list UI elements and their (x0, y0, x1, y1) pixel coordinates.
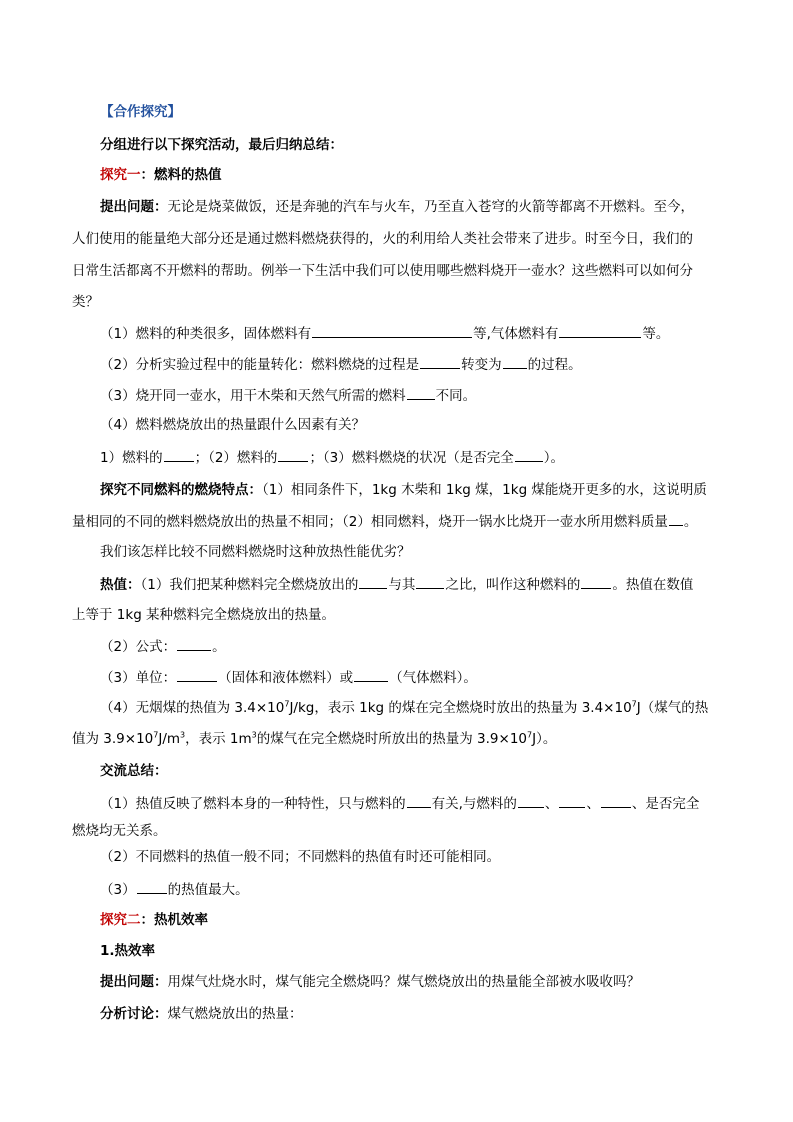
features-line2: 量相同的不同的燃料燃烧放出的热量不相同；（2）相同燃料，烧开一锅水比烧开一壶水所用燃料质量 。 (72, 514, 698, 530)
inquiry1-item3: （3）烧开同一壶水，用干木柴和天然气所需的燃料 不同。 (100, 388, 477, 404)
fill-blank (177, 637, 211, 651)
summary-item2: （2）不同燃料的热值一般不同；不同燃料的热值有时还可能相同。 (100, 849, 501, 865)
inquiry2-heading: 探究二：热机效率 (100, 912, 208, 928)
fill-blank (359, 575, 387, 589)
summary-item3: （3） 的热值最大。 (100, 882, 249, 898)
heat-value-unit: （3）单位： （固体和液体燃料）或 （气体燃料）。 (100, 670, 477, 686)
fill-blank (601, 794, 631, 808)
inquiry1-question-line4: 类？ (72, 294, 99, 310)
inquiry1-question-line2: 人们使用的能量绝大部分还是通过燃料燃烧获得的，火的利用给人类社会带来了进步。时至今日，我们的 (72, 231, 693, 247)
fill-blank (354, 668, 388, 682)
fill-blank (416, 575, 444, 589)
heat-value-line2: 上等于 1kg 某种燃料完全燃烧放出的热量。 (72, 607, 336, 623)
intro-text: 分组进行以下探究活动，最后归纳总结： (100, 137, 343, 153)
inquiry2-question: 提出问题：用煤气灶烧水时，煤气能完全燃烧吗？煤气燃烧放出的热量能全部被水吸收吗？ (100, 974, 640, 990)
inquiry1-heading: 探究一：燃料的热值 (100, 167, 222, 183)
heat-value-line1: 热值：（1）我们把某种燃料完全燃烧放出的 与其 之比，叫作这种燃料的 。热值在数值 (100, 577, 694, 593)
features-line1: 探究不同燃料的燃烧特点：（1）相同条件下，1kg 木柴和 1kg 煤，1kg 煤能烧开更多的水，这说明质 (100, 482, 707, 498)
fill-blank (278, 448, 308, 462)
inquiry1-item1: （1）燃料的种类很多，固体燃料有 等,气体燃料有 等。 (100, 326, 670, 342)
fill-blank (137, 880, 167, 894)
fill-blank (669, 512, 683, 526)
summary-item1: （1）热值反映了燃料本身的一种特性，只与燃料的 有关,与燃料的 、 、 、是否完全 (100, 796, 700, 812)
summary-heading: 交流总结： (100, 763, 168, 779)
fill-blank (407, 794, 431, 808)
fill-blank (407, 386, 435, 400)
summary-item1-line2: 燃烧均无关系。 (72, 823, 167, 839)
inquiry1-item4: （4）燃料燃烧放出的热量跟什么因素有关？ (100, 417, 366, 433)
inquiry1-question-line1: 提出问题：无论是烧菜做饭，还是奔驰的汽车与火车，乃至直入苍穹的火箭等都离不开燃料。至今， (100, 199, 694, 215)
section-title: 【合作探究】 (100, 104, 181, 120)
inquiry2-discussion: 分析讨论：煤气燃烧放出的热量： (100, 1006, 303, 1022)
inquiry1-factors: 1）燃料的 ；（2）燃料的 ；（3）燃料燃烧的状况（是否完全 ）。 (100, 450, 565, 466)
heat-value-formula: （2）公式： 。 (100, 639, 226, 655)
fill-blank (559, 324, 641, 338)
fill-blank (420, 355, 460, 369)
heat-value-coal-line1: （4）无烟煤的热值为 $3.4\times 10^7J/kg$，表示 1kg 的煤在完全燃烧时放出的热量为 $3.4\times 10^7J$（煤气的热 (100, 699, 709, 716)
inquiry1-item2: （2）分析实验过程中的能量转化：燃料燃烧的过程是 转变为 的过程。 (100, 357, 582, 373)
fill-blank (581, 575, 611, 589)
fill-blank (515, 448, 543, 462)
fill-blank (503, 355, 527, 369)
fill-blank (559, 794, 585, 808)
fill-blank (164, 448, 194, 462)
fill-blank (518, 794, 544, 808)
inquiry2-sub1: 1.热效率 (100, 943, 156, 959)
inquiry1-question-line3: 日常生活都离不开燃料的帮助。例举一下生活中我们可以使用哪些燃料烧开一壶水？这些燃料可以如何分 (72, 263, 693, 279)
heat-value-coal-line2: 值为 $3.9\times 10^7J/m^3$，表示 $1m^3$的煤气在完全燃烧时所放出的热量为 $3.9\times 10^7J$）。 (72, 730, 557, 747)
features-question: 我们该怎样比较不同燃料燃烧时这种放热性能优劣？ (100, 544, 411, 560)
fill-blank (312, 324, 472, 338)
fill-blank (177, 668, 217, 682)
